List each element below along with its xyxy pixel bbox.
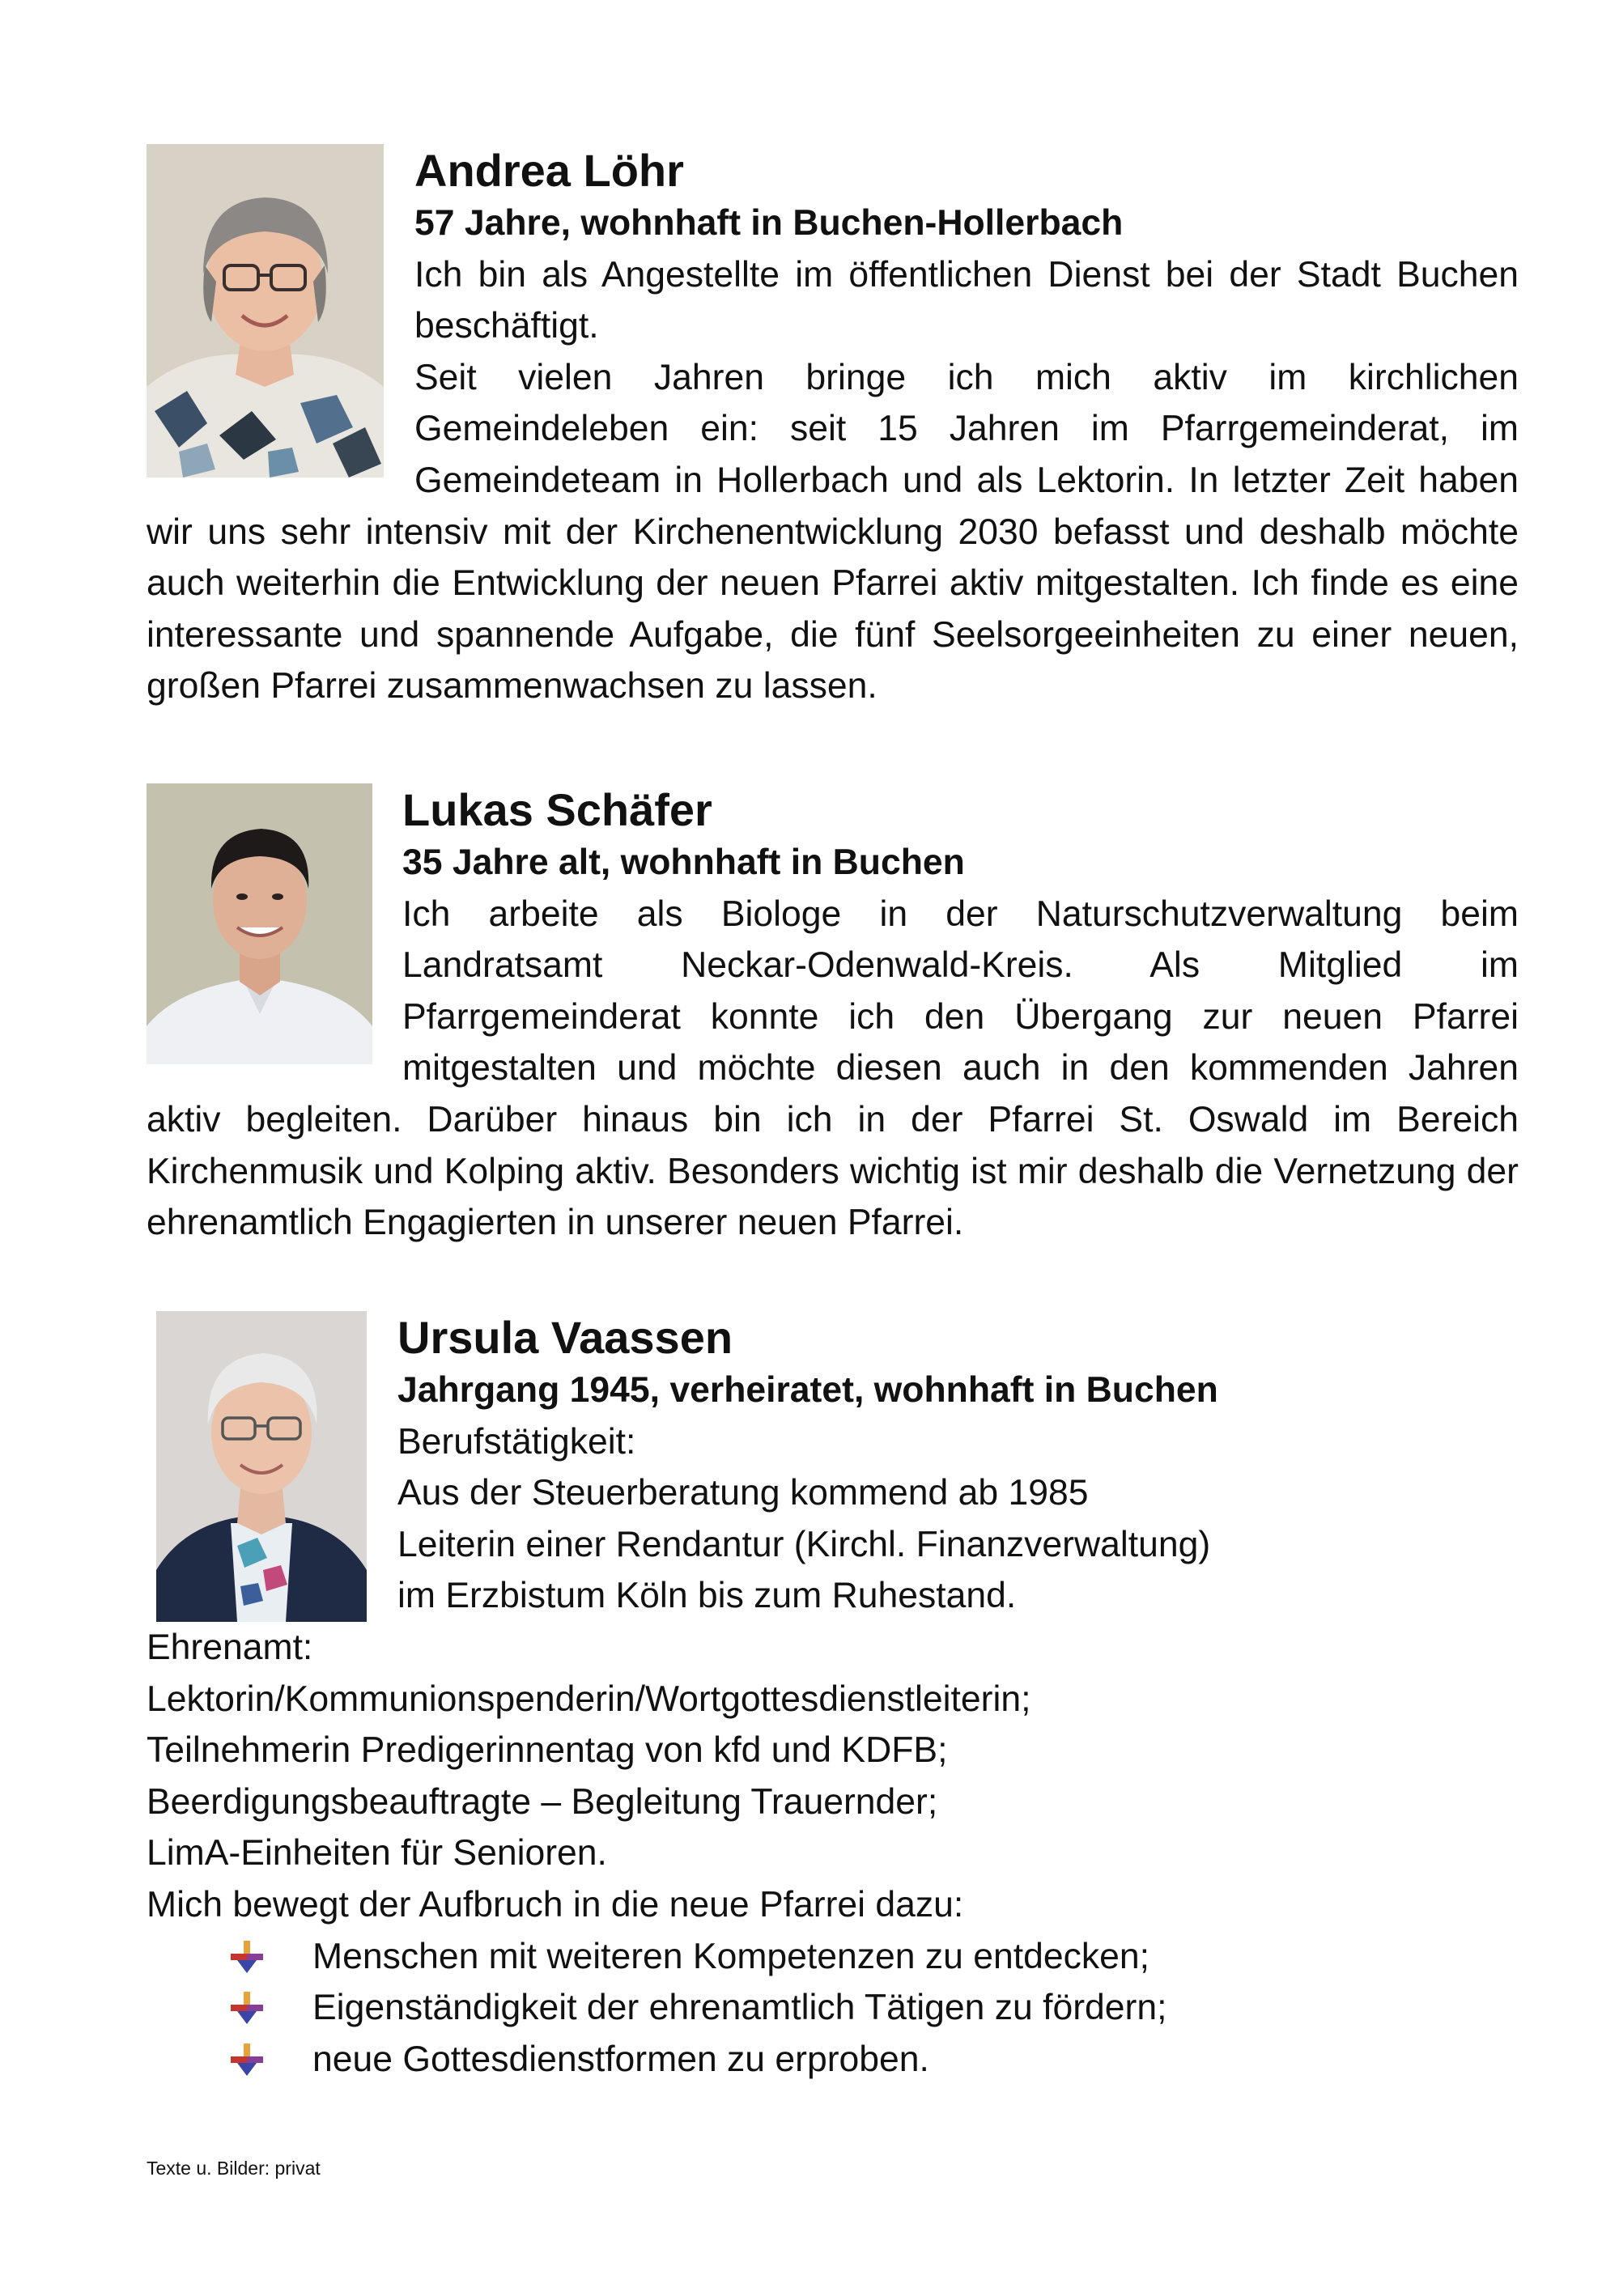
bullet-text: Menschen mit weiteren Kompetenzen zu entdecken;	[312, 1936, 1149, 1976]
four-color-arrow-bullet-icon	[227, 2040, 266, 2079]
text-line: Teilnehmerin Predigerinnentag von kfd und KDFB;	[147, 1730, 948, 1771]
text-line: Berufstätigkeit:	[397, 1421, 636, 1462]
text-line: Beerdigungsbeauftragte – Begleitung Trauernder;	[147, 1781, 938, 1822]
portrait-lukas-schaefer	[147, 783, 372, 1064]
bio-paragraph: Ich bin als Angestellte im öffentlichen Dienst bei der Stadt Buchen beschäftigt.	[414, 254, 1519, 346]
person-name: Lukas Schäfer	[402, 784, 712, 835]
list-item	[147, 1982, 1519, 2034]
person-subtitle: 57 Jahre, wohnhaft in Buchen-Hollerbach	[414, 203, 1124, 243]
portrait-ursula-vaassen	[156, 1311, 367, 1622]
portrait-andrea-loehr	[147, 144, 384, 477]
person-subtitle: Jahrgang 1945, verheiratet, wohnhaft in Buchen	[397, 1370, 1218, 1410]
text-line: Ehrenamt:	[147, 1628, 313, 1667]
footnote: Texte u. Bilder: privat	[147, 2158, 321, 2179]
portrait-photo	[156, 1311, 367, 1622]
text-line: Lektorin/Kommunionspenderin/Wortgottesdienstleiterin;	[147, 1678, 1031, 1719]
bio-paragraph: Ich arbeite als Biologe in der Naturschutzverwaltung beim Landratsamt Neckar-Odenwald-Kreis. Als Mitglied im Pfarrgemeinderat konnte ich den Übergang zur neuen Pfarrei mitgestalten und möchte diesen auch in den kommenden Jahren aktiv begleiten. Darüber hinaus bin ich in der Pfarrei St. Oswald im Bereich Kirchenmusik und Kolping aktiv. Besonders wichtig ist mir deshalb die Vernetzung der ehrenamtlich Engagierten in unserer neuen Pfarrei.	[147, 893, 1519, 1243]
text-line: Leiterin einer Rendantur (Kirchl. Finanzverwaltung)	[397, 1524, 1211, 1564]
profile-andrea-loehr	[147, 144, 1519, 712]
person-name: Ursula Vaassen	[397, 1312, 733, 1363]
text-line: LimA-Einheiten für Senioren.	[147, 1833, 607, 1874]
list-item	[147, 2034, 1519, 2086]
profile-lukas-schaefer	[147, 783, 1519, 1249]
four-color-arrow-bullet-icon	[227, 1937, 266, 1976]
list-item	[147, 1931, 1519, 1983]
person-name: Andrea Löhr	[414, 145, 684, 196]
bullet-text: Eigenständigkeit der ehrenamtlich Tätigen zu fördern;	[312, 1988, 1167, 2028]
profile-ursula-vaassen	[147, 1311, 1519, 2085]
person-subtitle: 35 Jahre alt, wohnhaft in Buchen	[402, 842, 965, 882]
four-color-arrow-bullet-icon	[227, 1988, 266, 2027]
text-line: Aus der Steuerberatung kommend ab 1985	[397, 1473, 1089, 1513]
portrait-photo	[147, 144, 384, 477]
portrait-photo	[147, 783, 372, 1064]
text-line: Mich bewegt der Aufbruch in die neue Pfarrei dazu:	[147, 1884, 964, 1925]
bullet-text: neue Gottesdienstformen zu erproben.	[312, 2039, 929, 2079]
bio-paragraph: Seit vielen Jahren bringe ich mich aktiv im kirchlichen Gemeindeleben ein: seit 15 Jahren im Pfarrgemeinderat, im Gemeindeteam in Hollerbach und als Lektorin. In letzter Zeit haben wir uns sehr intensiv mit der Kirchenentwicklung 2030 befasst und deshalb möchte auch weiterhin die Entwicklung der neuen Pfarrei aktiv mitgestalten. Ich finde es eine interessante und spannende Aufgabe, die fünf Seelsorgeeinheiten zu einer neuen, großen Pfarrei zusammenwachsen zu lassen.	[147, 357, 1519, 707]
text-line: im Erzbistum Köln bis zum Ruhestand.	[397, 1576, 1017, 1616]
bullet-list	[147, 1931, 1519, 2086]
